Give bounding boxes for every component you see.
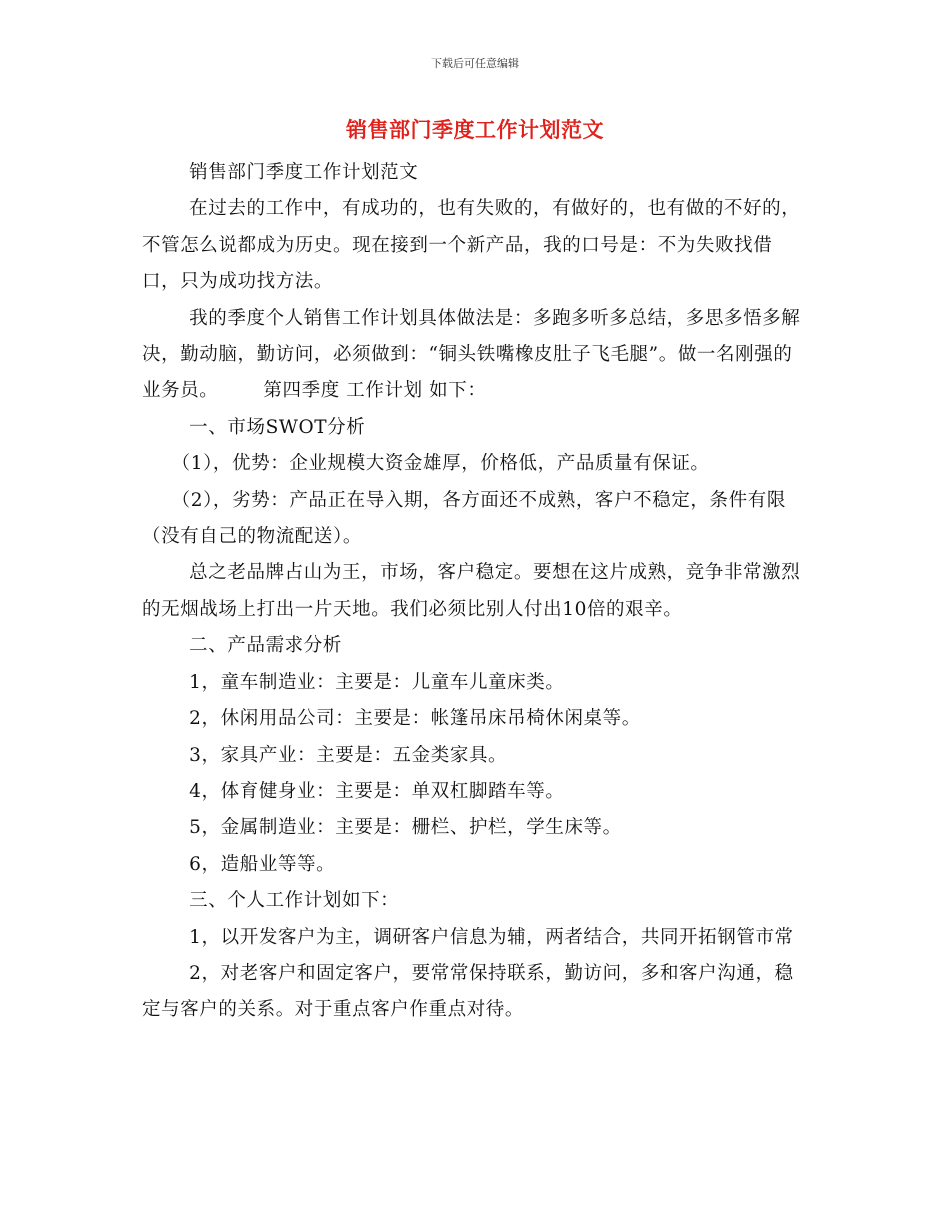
paragraph-plan-tail: 第四季度 工作计划 如下： <box>263 380 487 402</box>
list-item-demand-2: 2，休闲用品公司：主要是：帐篷吊床吊椅休闲桌等。 <box>189 708 641 730</box>
paragraph-intro: 在过去的工作中，有成功的，也有失败的，有做好的，也有做的不好的，不管怎么说都成为历史。现在接到一个新产品，我的口号是：不为失败找借口，只为成功找方法。 <box>142 198 801 293</box>
paragraph-subtitle: 销售部门季度工作计划范文 <box>189 162 419 183</box>
paragraph-plan-text: 我的季度个人销售工作计划具体做法是：多跑多听多总结，多思多悟多解决，勤动脑，勤访问，必须做到：“铜头铁嘴橡皮肚子飞毛腿”。做一名刚强的业务员。 <box>142 307 801 402</box>
document-body <box>142 155 808 1029</box>
list-item-demand-4: 4，体育健身业：主要是：单双杠脚踏车等。 <box>189 780 565 802</box>
list-item-demand-6: 6，造船业等等。 <box>189 853 336 875</box>
list-item-demand-3: 3，家具产业：主要是：五金类家具。 <box>189 744 508 766</box>
paragraph-summary: 总之老品牌占山为王，市场，客户稳定。要想在这片成熟，竞争非常激烈的无烟战场上打出一片天地。我们必须比别人付出10倍的艰辛。 <box>142 562 801 620</box>
heading-personal-plan: 三、个人工作计划如下： <box>189 890 400 912</box>
document-title: 销售部门季度工作计划范文 <box>346 117 604 142</box>
header-note: 下载后可任意编辑 <box>431 57 519 70</box>
paragraph-plan <box>142 301 808 410</box>
paragraph-weakness: （2），劣势：产品正在导入期，各方面还不成熟，客户不稳定，条件有限（没有自己的物流配送）。 <box>142 489 786 548</box>
list-item-plan-1: 1，以开发客户为主，调研客户信息为辅，两者结合，共同开拓钢管市常 <box>189 926 794 948</box>
list-item-plan-2: 2，对老客户和固定客户，要常常保持联系，勤访问，多和客户沟通，稳定与客户的关系。对于重点客户作重点对待。 <box>142 962 794 1021</box>
list-item-demand-1: 1，童车制造业：主要是：儿童车儿童床类。 <box>189 671 565 693</box>
list-item-demand-5: 5，金属制造业：主要是：栅栏、护栏，学生床等。 <box>189 817 622 839</box>
paragraph-strength: （1），优势：企业规模大资金雄厚，价格低，产品质量有保证。 <box>171 453 710 475</box>
heading-demand: 二、产品需求分析 <box>189 635 342 657</box>
heading-swot: 一、市场SWOT分析 <box>189 416 366 438</box>
